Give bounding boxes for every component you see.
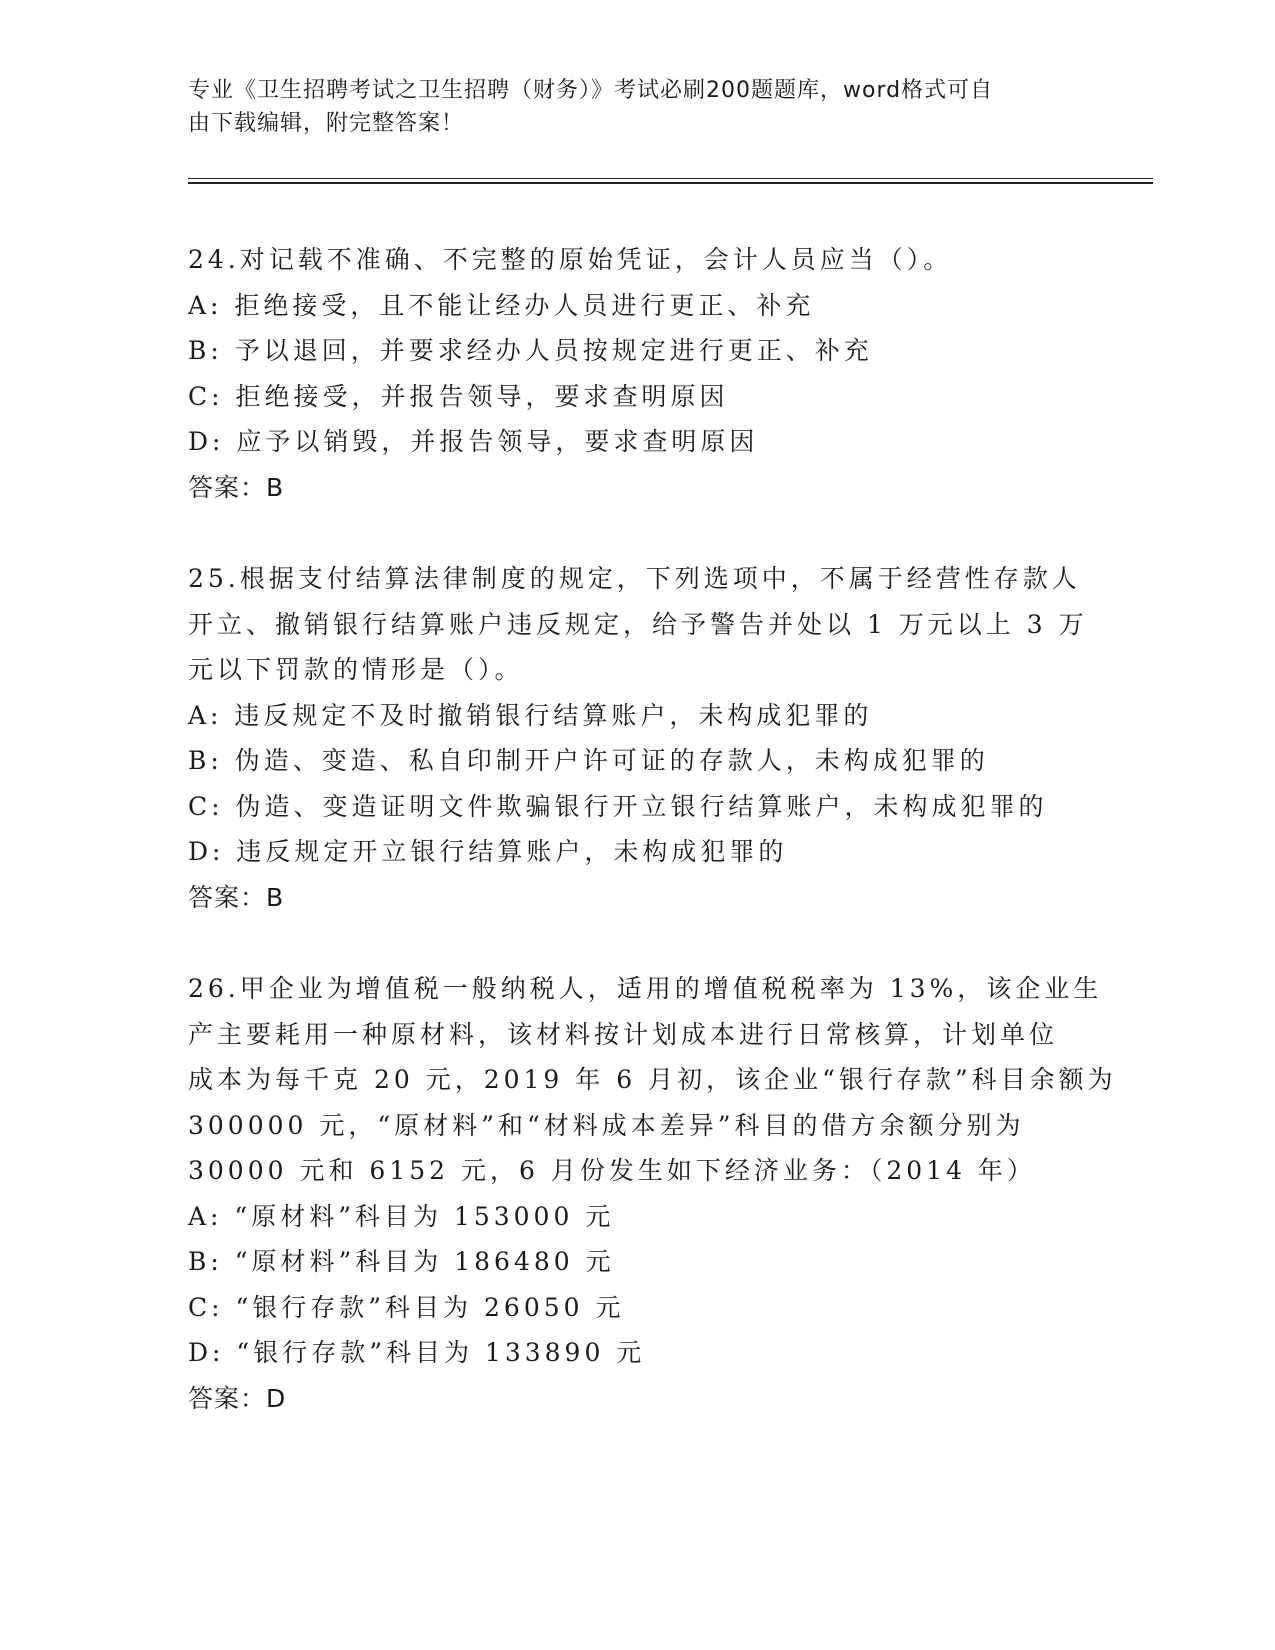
option-b: B: 予以退回，并要求经办人员按规定进行更正、补充 <box>188 336 873 365</box>
option-d: D: “银行存款”科目为 133890 元 <box>188 1338 646 1367</box>
question-stem-line: 成本为每千克 20 元，2019 年 6 月初，该企业“银行存款”科目余额为 <box>188 1065 1117 1094</box>
option-a: A: 违反规定不及时撤销银行结算账户，未构成犯罪的 <box>188 700 873 730</box>
option-a: A: 拒绝接受，且不能让经办人员进行更正、补充 <box>188 290 815 320</box>
option-b: B: 伪造、变造、私自印制开户许可证的存款人，未构成犯罪的 <box>188 746 989 775</box>
option-a: A: “原材料”科目为 153000 元 <box>188 1201 615 1231</box>
question-stem-line: 24.对记载不准确、不完整的原始凭证，会计人员应当（）。 <box>188 245 953 274</box>
header-line-1: 专业《卫生招聘考试之卫生招聘（财务）》考试必刷200题题库，word格式可自 <box>188 78 994 103</box>
question-stem <box>188 966 1117 1194</box>
question-stem <box>188 237 1088 283</box>
question-stem-line: 产主要耗用一种原材料，该材料按计划成本进行日常核算，计划单位 <box>188 1019 1059 1049</box>
question-stem-line: 开立、撤销银行结算账户违反规定，给予警告并处以 1 万元以上 3 万 <box>188 609 1088 639</box>
question-list <box>188 237 1117 1467</box>
option-c: C: 伪造、变造证明文件欺骗银行开立银行结算账户，未构成犯罪的 <box>188 791 1048 821</box>
option-d: D: 违反规定开立银行结算账户，未构成犯罪的 <box>188 837 788 866</box>
answer: 答案：B <box>188 882 285 912</box>
question-stem-line: 25.根据支付结算法律制度的规定，下列选项中，不属于经营性存款人 <box>188 564 1081 593</box>
option-b: B: “原材料”科目为 186480 元 <box>188 1247 615 1276</box>
question-26 <box>188 966 1117 1421</box>
header-line-2: 由下载编辑，附完整答案！ <box>188 111 465 136</box>
question-24 <box>188 237 1088 510</box>
question-stem-line: 元以下罚款的情形是（）。 <box>188 655 524 684</box>
answer: 答案：B <box>188 472 285 502</box>
question-stem-line: 300000 元，“原材料”和“材料成本差异”科目的借方余额分别为 <box>188 1110 1025 1140</box>
question-stem <box>188 556 1088 693</box>
header-divider-bottom <box>188 182 1153 184</box>
header-divider-top <box>188 178 1153 179</box>
option-c: C: “银行存款”科目为 26050 元 <box>188 1292 625 1322</box>
question-stem-line: 30000 元和 6152 元，6 月份发生如下经济业务：（2014 年） <box>188 1156 1036 1185</box>
question-25 <box>188 556 1088 920</box>
answer: 答案：D <box>188 1383 287 1413</box>
question-stem-line: 26.甲企业为增值税一般纳税人，适用的增值税税率为 13%，该企业生 <box>188 974 1103 1003</box>
option-c: C: 拒绝接受，并报告领导，要求查明原因 <box>188 381 729 411</box>
option-d: D: 应予以销毁，并报告领导，要求查明原因 <box>188 427 759 456</box>
document-header <box>188 74 1088 140</box>
